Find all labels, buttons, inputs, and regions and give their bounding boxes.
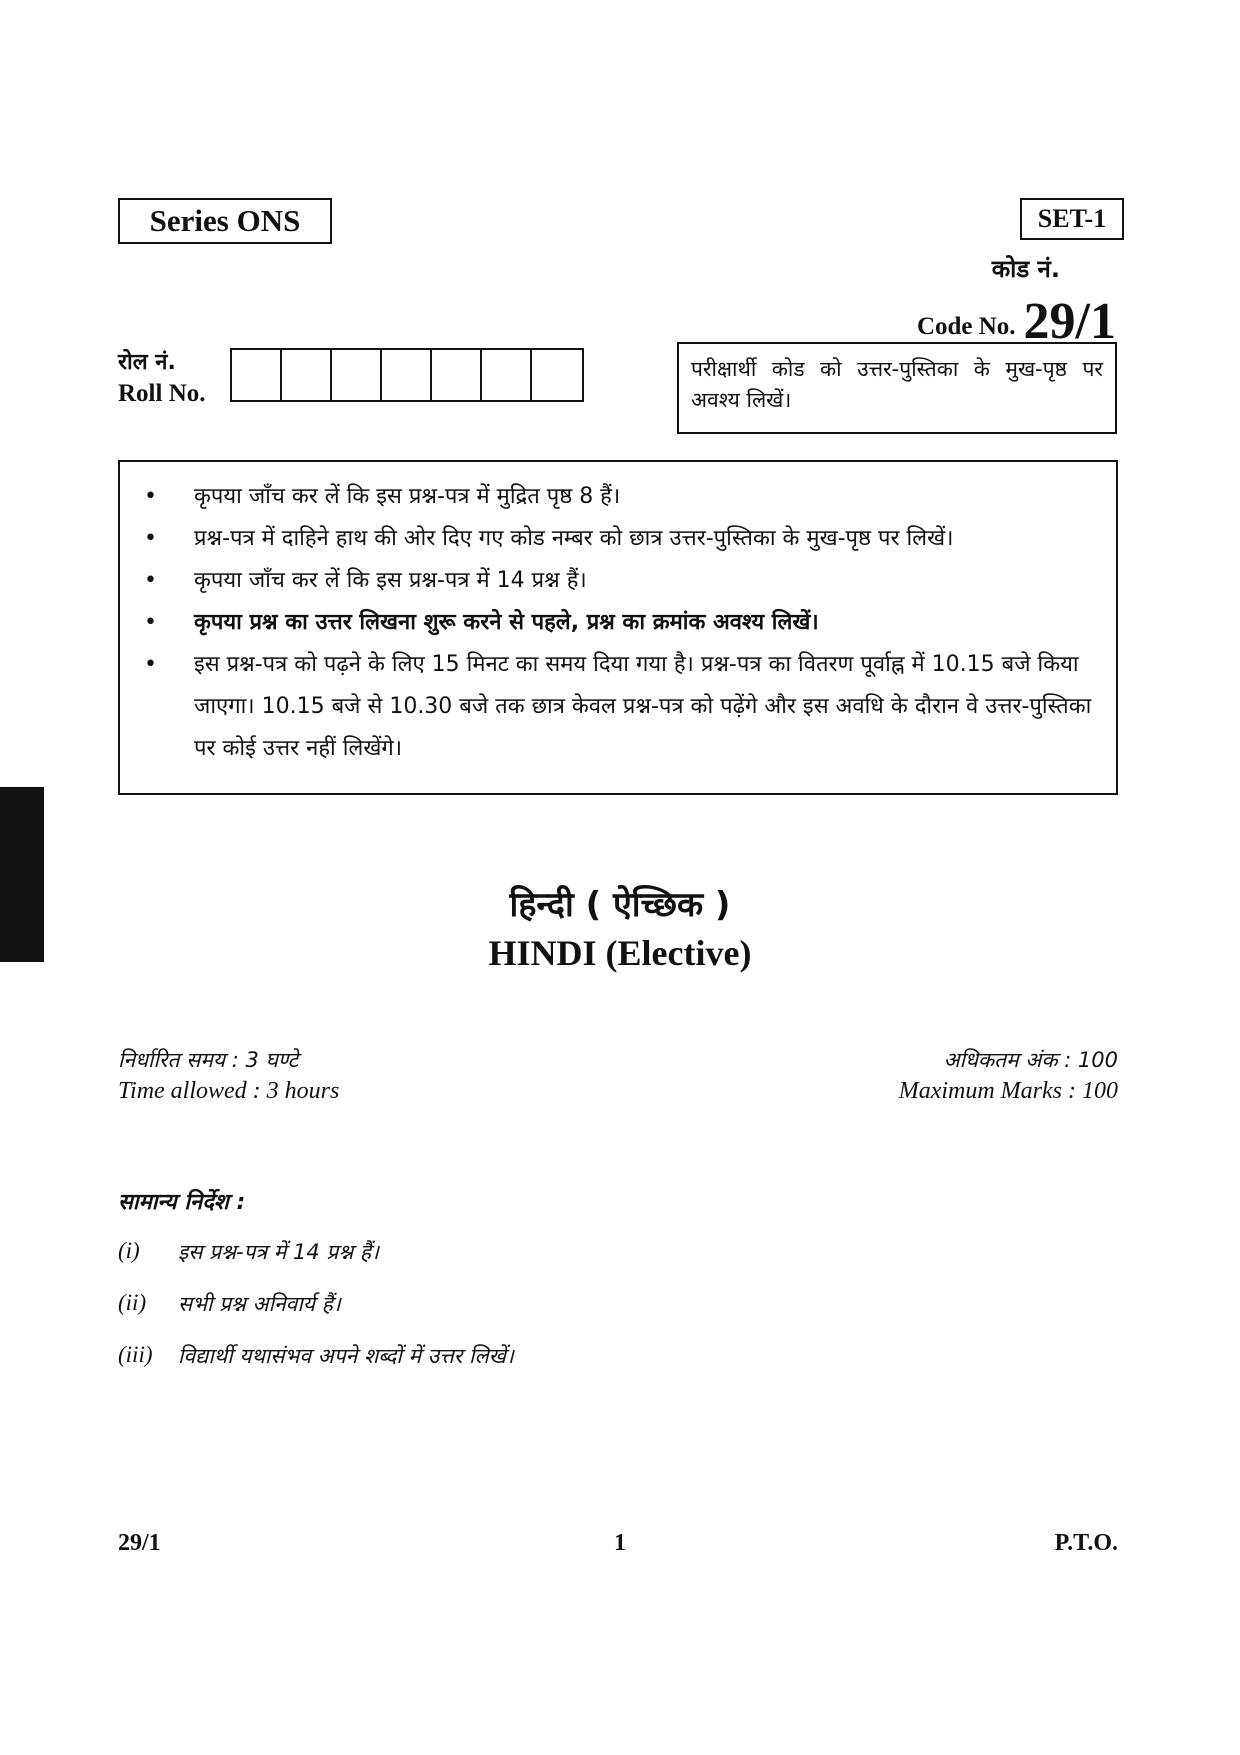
instruction-item xyxy=(134,602,1096,644)
general-instruction-item xyxy=(118,1238,379,1266)
item-number: (ii) xyxy=(118,1290,147,1315)
set-label: SET-1 xyxy=(1020,198,1124,240)
general-instruction-item xyxy=(118,1342,514,1370)
instruction-text: कृपया जाँच कर लें कि इस प्रश्न-पत्र में मुद्रित पृष्ठ 8 हैं। xyxy=(194,484,621,509)
roll-number-box[interactable] xyxy=(382,350,432,400)
footer-code: 29/1 xyxy=(118,1530,161,1556)
subject-title-hindi: हिन्दी ( ऐच्छिक ) xyxy=(509,885,731,925)
roll-number-box[interactable] xyxy=(232,350,282,400)
roll-label-hindi: रोल नं. xyxy=(118,350,176,375)
bullet: • xyxy=(144,526,157,551)
instructions-box xyxy=(118,460,1118,795)
item-text: इस प्रश्न-पत्र में 14 प्रश्न हैं। xyxy=(178,1240,379,1264)
time-allowed-english: Time allowed : 3 hours xyxy=(118,1078,340,1104)
subject-title-english: HINDI (Elective) xyxy=(488,933,752,973)
roll-number-box[interactable] xyxy=(432,350,482,400)
bullet: • xyxy=(144,652,157,677)
code-number-block xyxy=(916,288,1116,350)
general-instruction-item xyxy=(118,1290,341,1318)
item-number: (i) xyxy=(118,1238,140,1263)
instruction-item xyxy=(134,518,1096,560)
max-marks-english: Maximum Marks : 100 xyxy=(898,1078,1118,1104)
item-number: (iii) xyxy=(118,1342,153,1367)
code-label-english: Code No. xyxy=(916,313,1016,340)
instruction-item xyxy=(134,644,1096,770)
roll-label-english: Roll No. xyxy=(118,380,206,407)
instruction-text: इस प्रश्न-पत्र को पढ़ने के लिए 15 मिनट का समय दिया गया है। प्रश्न-पत्र का वितरण पूर्वाह्न में 10.15 बजे किया जाएगा। 10.15 बजे से 10.30 बजे तक छात्र केवल प्रश्न-पत्र को पढ़ेंगे और इस अवधि के दौरान वे उत्तर-पुस्तिका पर कोई उत्तर नहीं लिखेंगे। xyxy=(194,652,1092,761)
instruction-item xyxy=(134,560,1096,602)
instruction-text: प्रश्न-पत्र में दाहिने हाथ की ओर दिए गए कोड नम्बर को छात्र उत्तर-पुस्तिका के मुख-पृष्ठ पर लिखें। xyxy=(194,526,954,551)
instruction-item xyxy=(134,476,1096,518)
roll-number-box[interactable] xyxy=(532,350,582,400)
roll-number-box[interactable] xyxy=(482,350,532,400)
time-allowed-hindi: निर्धारित समय : 3 घण्टे xyxy=(118,1048,299,1072)
series-label: Series ONS xyxy=(118,198,332,244)
instruction-text: कृपया प्रश्न का उत्तर लिखना शुरू करने से पहले, प्रश्न का क्रमांक अवश्य लिखें। xyxy=(194,610,819,635)
bullet: • xyxy=(144,610,157,635)
item-text: सभी प्रश्न अनिवार्य हैं। xyxy=(178,1292,341,1316)
candidate-note: परीक्षार्थी कोड को उत्तर-पुस्तिका के मुख-पृष्ठ पर अवश्य लिखें। xyxy=(677,342,1117,434)
code-number: 29/1 xyxy=(1023,293,1116,350)
please-turn-over: P.T.O. xyxy=(1054,1530,1118,1556)
instruction-text: कृपया जाँच कर लें कि इस प्रश्न-पत्र में 14 प्रश्न हैं। xyxy=(194,568,587,593)
roll-number-box[interactable] xyxy=(332,350,382,400)
general-instructions-title: सामान्य निर्देश : xyxy=(118,1190,246,1215)
max-marks-hindi: अधिकतम अंक : 100 xyxy=(943,1048,1118,1072)
item-text: विद्यार्थी यथासंभव अपने शब्दों में उत्तर लिखें। xyxy=(178,1344,514,1368)
bullet: • xyxy=(144,484,157,509)
code-label-hindi: कोड नं. xyxy=(991,255,1060,283)
page-number: 1 xyxy=(614,1530,626,1556)
roll-number-boxes xyxy=(230,348,584,402)
roll-number-box[interactable] xyxy=(282,350,332,400)
bullet: • xyxy=(144,568,157,593)
